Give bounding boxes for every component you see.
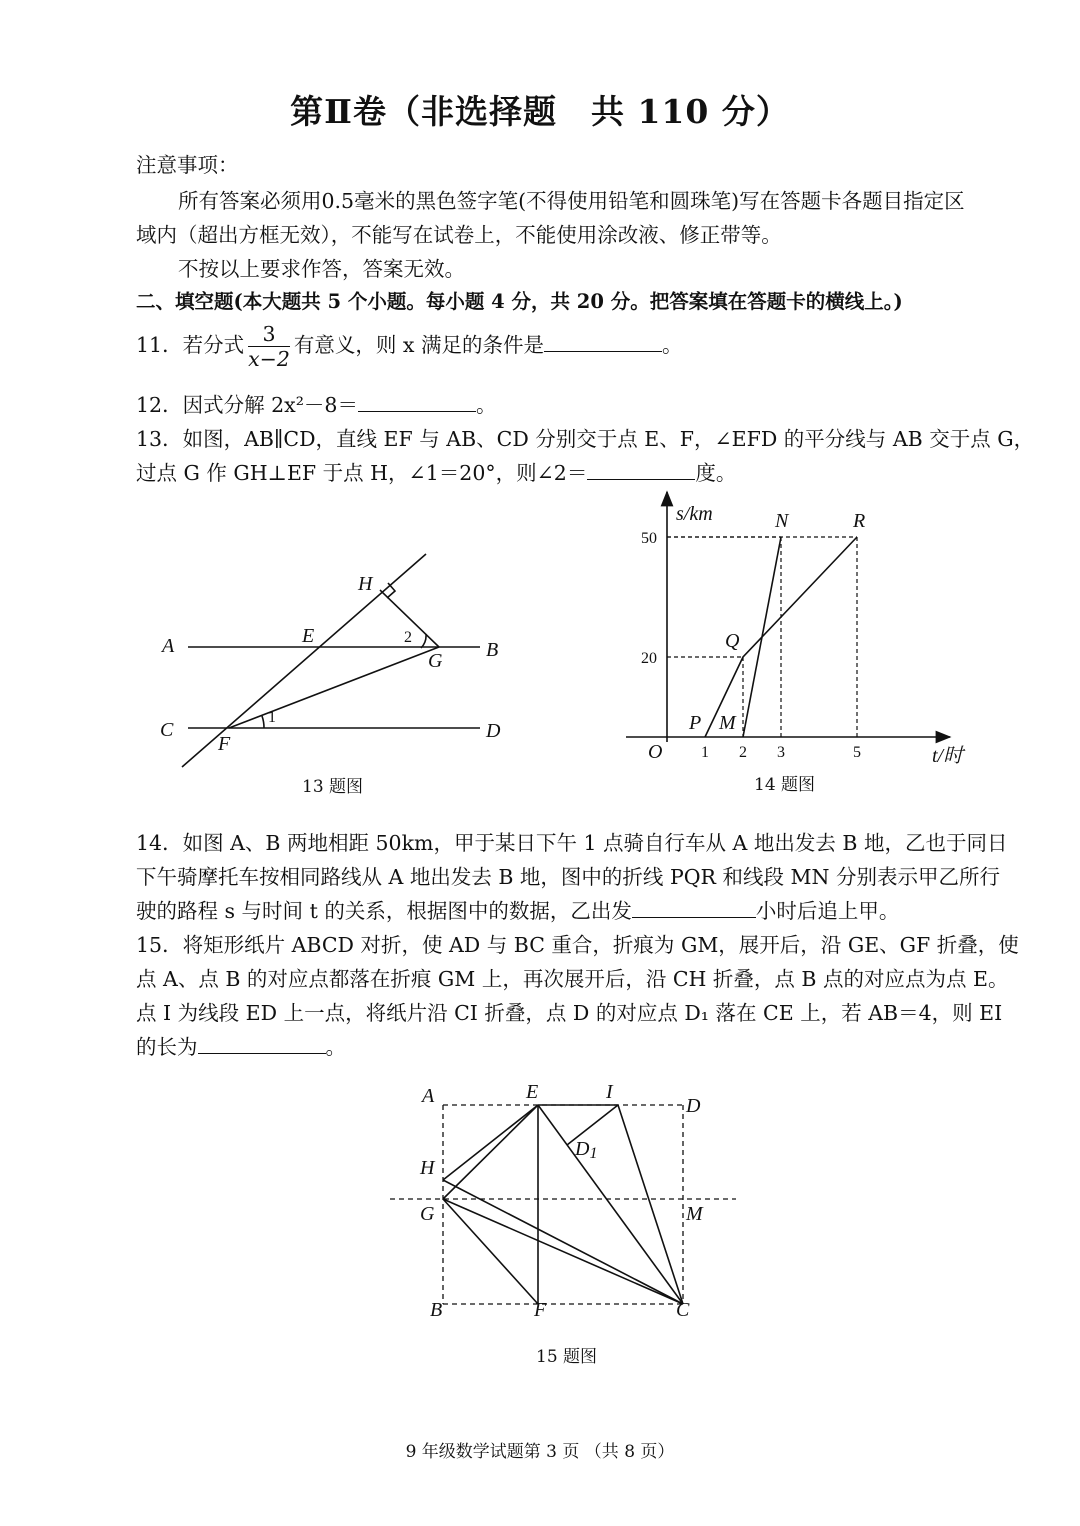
label-m: M xyxy=(686,1203,703,1225)
q13-answer-blank[interactable] xyxy=(587,461,695,480)
figure-15-caption: 15 题图 xyxy=(536,1347,598,1367)
figure-15 xyxy=(380,1070,750,1330)
q14-line-1: 14．如图 A、B 两地相距 50km，甲于某日下午 1 点骑自行车从 A 地出发去 B 地，乙也于同日 xyxy=(136,831,1008,855)
angle-2-arc xyxy=(421,634,426,648)
segment-gc xyxy=(443,1199,683,1304)
angle-1-arc xyxy=(262,716,264,728)
segment-he xyxy=(443,1105,538,1180)
segment-ec xyxy=(538,1105,683,1304)
label-g: G xyxy=(420,1203,435,1225)
q13-line-1: 13．如图，AB∥CD，直线 EF 与 AB、CD 分别交于点 E、F，∠EFD 的平分线与 AB 交于点 G， xyxy=(136,427,1035,451)
label-e: E xyxy=(302,625,315,647)
figure-14-caption: 14 题图 xyxy=(754,775,816,795)
label-f: F xyxy=(534,1299,547,1321)
q11-numerator: 3 xyxy=(248,322,290,347)
label-a: A xyxy=(162,635,175,657)
segment-ic xyxy=(618,1105,683,1304)
label-angle-1: 1 xyxy=(268,709,276,726)
q11-text: 有意义，则 x 满足的条件是 xyxy=(293,333,544,357)
figure-14 xyxy=(600,480,980,770)
point-label-p: P xyxy=(689,712,702,734)
notes-line-2: 域内（超出方框无效），不能写在试卷上，不能使用涂改液、修正带等。 xyxy=(136,223,782,247)
notes-line-3: 不按以上要求作答，答案无效。 xyxy=(178,257,465,281)
label-d1-letter: D xyxy=(575,1138,590,1160)
point-label-r: R xyxy=(853,510,866,532)
label-d: D xyxy=(686,1095,701,1117)
right-angle-mark xyxy=(387,583,395,598)
q11-denominator: x−2 xyxy=(248,347,290,371)
series-mn xyxy=(743,537,781,737)
label-e: E xyxy=(526,1081,539,1103)
notes-heading: 注意事项： xyxy=(136,153,239,177)
q13-text: 过点 G 作 GH⊥EF 于点 H，∠1＝20°，则∠2＝ xyxy=(136,461,588,485)
q11-answer-blank[interactable] xyxy=(544,333,662,352)
q15-line-4 xyxy=(136,1030,346,1060)
y-tick-label: 50 xyxy=(641,530,657,547)
q15-line-1: 15．将矩形纸片 ABCD 对折，使 AD 与 BC 重合，折痕为 GM，展开后，沿 GE、GF 折叠，使 xyxy=(136,933,1019,957)
q14-answer-blank[interactable] xyxy=(632,899,756,918)
point-label-q: Q xyxy=(725,630,740,652)
label-d: D xyxy=(486,720,501,742)
q12-text: 12．因式分解 2x²－8＝ xyxy=(136,393,358,417)
figure-13 xyxy=(140,540,520,810)
q11-prefix: 11．若分式 xyxy=(136,333,245,357)
x-tick-label: 5 xyxy=(853,744,861,761)
line-fg xyxy=(229,647,439,728)
label-i: I xyxy=(606,1081,613,1103)
label-c: C xyxy=(160,719,174,741)
label-d1-subscript: 1 xyxy=(589,1145,598,1162)
page-title: 第Ⅱ卷（非选择题 共 110 分） xyxy=(290,92,790,131)
y-tick-label: 20 xyxy=(641,650,657,667)
q11-fraction xyxy=(248,322,290,371)
origin-label: O xyxy=(648,741,663,763)
page-footer: 9 年级数学试题第 3 页 （共 8 页） xyxy=(405,1442,675,1462)
label-a: A xyxy=(422,1085,435,1107)
q15-text: 的长为 xyxy=(136,1035,198,1059)
q15-answer-blank[interactable] xyxy=(198,1035,326,1054)
label-angle-2: 2 xyxy=(404,629,412,646)
segment-gf xyxy=(443,1199,538,1304)
notes-line-1: 所有答案必须用0.5毫米的黑色签字笔(不得使用铅笔和圆珠笔)写在答题卡各题目指定区 xyxy=(178,189,965,213)
q12-answer-blank[interactable] xyxy=(358,393,476,412)
q15-line-3: 点 I 为线段 ED 上一点，将纸片沿 CI 折叠，点 D 的对应点 D₁ 落在 CE 上，若 AB＝4，则 EI xyxy=(136,1001,1003,1025)
label-b: B xyxy=(486,639,499,661)
q15-line-2: 点 A、点 B 的对应点都落在折痕 GM 上，再次展开后，沿 CH 折叠，点 B 点的对应点为点 E。 xyxy=(136,967,1009,991)
label-c: C xyxy=(676,1299,690,1321)
figure-13-caption: 13 题图 xyxy=(302,777,364,797)
x-tick-label: 3 xyxy=(777,744,785,761)
q14-end: 小时后追上甲。 xyxy=(755,899,900,923)
label-g: G xyxy=(428,650,443,672)
label-d1 xyxy=(574,1138,597,1162)
point-label-n: N xyxy=(775,510,789,532)
x-axis-label: t/时 xyxy=(932,745,964,767)
q13-end: 度。 xyxy=(695,461,737,485)
question-11 xyxy=(136,322,682,371)
x-tick-label: 2 xyxy=(739,744,747,761)
section-heading: 二、填空题(本大题共 5 个小题。每小题 4 分，共 20 分。把答案填在答题卡的横线上。) xyxy=(136,290,903,313)
question-12 xyxy=(136,388,496,418)
segment-ge xyxy=(443,1105,538,1199)
q11-end: 。 xyxy=(661,333,683,357)
label-b: B xyxy=(430,1299,443,1321)
q15-end: 。 xyxy=(325,1035,346,1059)
q14-line-2: 下午骑摩托车按相同路线从 A 地出发去 B 地，图中的折线 PQR 和线段 MN 分别表示甲乙所行 xyxy=(136,865,1000,889)
q14-text: 驶的路程 s 与时间 t 的关系，根据图中的数据，乙出发 xyxy=(136,899,632,923)
label-f: F xyxy=(218,733,231,755)
label-h: H xyxy=(358,573,373,595)
x-tick-label: 1 xyxy=(701,744,709,761)
y-axis-label: s/km xyxy=(676,503,713,525)
point-label-m: M xyxy=(719,712,736,734)
q14-line-3 xyxy=(136,894,899,924)
q12-end: 。 xyxy=(475,393,497,417)
label-h: H xyxy=(420,1157,435,1179)
